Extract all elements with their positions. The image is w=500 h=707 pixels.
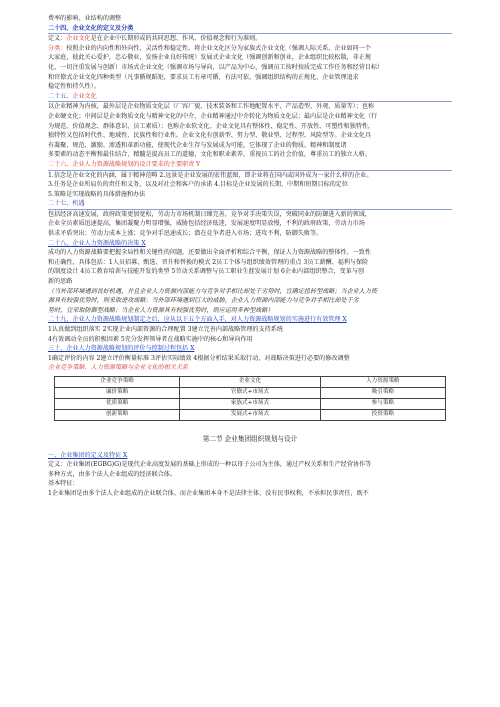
- table-cell: 官僚式+市场式: [180, 387, 320, 398]
- italic-note-line: 源具有较强优势时，则采取进攻战略；当外部环境遇到巨大的威胁，企业人力资源内部能力与竞争对手相比却处于劣: [48, 297, 359, 305]
- classification-label: 分类：: [48, 44, 67, 52]
- body-line: 的制度设计 4员工教育培训与技能开发的类型 5劳动关系调整与员工职业生涯发展计划 6企业内部组织整合，变革与创: [48, 268, 365, 276]
- table-cell: 投资策略: [320, 409, 445, 420]
- classification-line: 和官僚式企业文化四种类型（凡事循规蹈矩，要求员工有章可循，有法可依，强调组织结构的正规化，企业管理追求: [48, 73, 359, 81]
- body-line: 1确定评价的内容 2建立评价衡量标准 3评估实际绩效 4根据分析结果采取行动，对战略决策进行必要的修改调整: [48, 354, 350, 362]
- table-row: [55, 398, 446, 409]
- table-row: [55, 387, 446, 398]
- body-line: 1.信念是企业文化的内涵，属于精神范畴 2.远景是企业发展的宏伟蓝图，即企业将在国内或国外成为一家什么样的企业。: [48, 171, 373, 179]
- section-heading-25-term: 企业文化: [72, 92, 97, 100]
- definition-label: 定义：: [48, 35, 67, 43]
- body-line: 和正确性，具体包括：1人员招募、甄选、晋升和替换的模式 2员工个体与组织绩效管理的重点 3员工薪酬、福利与保险: [48, 258, 369, 266]
- section-heading-27: 二十七、机遇: [48, 200, 85, 208]
- document-page: [48, 14, 452, 499]
- italic-note-line: 势时，宜采取防御型战略；当企业人力资源具有较强优势时，则应运用多种型战略）: [48, 306, 274, 314]
- body-line: 成功的人力资源战略要把握全局性和关键性的问题，还要做出全面评析和综合平衡，保证人力资源战略的整体性、一致性: [48, 249, 371, 257]
- body-line: 1认真做到组织落实 2实现企业内部资源的合理配置 3建立完善内部战略管理的支持系统: [48, 326, 283, 333]
- section-heading-25: [48, 92, 452, 102]
- body-line: 多要素的动态平衡和最佳结合，精髓是提高员工的道德，文化和职业素养，重视员工的社会价值，尊重员工的独立人格。: [48, 151, 371, 159]
- spacer: [48, 425, 452, 435]
- strategy-culture-table: [54, 376, 446, 421]
- section-heading-25-prefix: 二十五、: [48, 92, 73, 100]
- table-cell: 家族式+市场式: [180, 398, 320, 409]
- body-line: 包括经济高速发展，政府政策更加宽松，劳动力市场机制日臻完善，竞争对手决策失误，突破同业的防御进入新的领域，: [48, 210, 371, 218]
- definition-paragraph: [48, 34, 452, 44]
- section-heading-24: 二十四、企业文化的定义及分类: [48, 24, 134, 32]
- body-line: 新的思路: [48, 278, 73, 286]
- body-line: 供求矛盾突出；劳动力成本上涨；竞争对手迅速成长；潜在竞争者进入市场；进攻不利，防御失败等。: [48, 230, 323, 238]
- section-heading-28: 二十八、企业人力资源战略的决策 X: [48, 239, 146, 247]
- table-header-cell: 人力资源策略: [320, 376, 445, 387]
- body-line: 多种方式，由多个法人企业组成的经济联合体。: [48, 470, 176, 478]
- body-line: 5.策略是实现战略的具体措施和办法: [48, 190, 146, 198]
- body-line: 为规范、价值观念、群体意识、员工素质）；也称企业软文化。企业文化具有整体性、稳定性、开放性、可塑性和独特性，: [48, 122, 375, 130]
- body-line: 4有效调动全员的积极因素 5充分发挥领导者在战略实施中的核心和导向作用: [48, 335, 253, 343]
- section-heading-30: 三十、企业人力资源战略规划的评价与控制过程包括 X: [48, 345, 195, 353]
- body-line: 企业硬文化；中间层是企业物质文化与精神文化的中介，企业精神通过中介转化为物质文化层；最内层是企业精神文化（行: [48, 112, 378, 120]
- table-cell: 发展式+市场式: [180, 409, 320, 420]
- body-line: 定义：企业集团(EGBG)G)是现代企业高度发展的基础上形成的一种以母子公司为主体，通过产权关系和生产经营协作等: [48, 461, 372, 469]
- section-heading-26: 二十六、企业人力资源战略规划的设计要求的主要职责 Y: [48, 160, 201, 168]
- table-cell: 廉价策略: [55, 387, 180, 398]
- table-cell: 参与策略: [320, 398, 445, 409]
- body-line: 有凝聚、规范、激励、渗透和革新功能，使现代企业生存与发展成为可能，它体现了企业的物质、精神和制度诸: [48, 141, 347, 149]
- table-cell: 创新策略: [55, 409, 180, 420]
- basic-features-label: 基本特征：: [48, 480, 79, 488]
- classification-line: 按照企业的内向性和外向性、灵活性和稳定性，将企业文化区分为家族式企业文化（强调人际关系，企业如同一个: [66, 44, 371, 52]
- body-line: 3.任务是企业所肩负的责任和义务，以及对社会和客户的承诺 4.目标是企业发展的长期、中期和短期目标的定位: [48, 181, 348, 189]
- table-cell: 优质策略: [55, 398, 180, 409]
- body-line: 以企业精神为内核，最外层是企业物质文化层（厂容厂貌、技术装备和工作地配置水平、产品造型、外观、质量等）；也称: [48, 103, 375, 111]
- section-title: 第二节 企业集团组织规划与设计: [202, 434, 298, 443]
- table-caption: 企业竞争策略、人力资源策略与企业文化的相关关系: [48, 364, 189, 372]
- table-header-cell: 企业竞争策略: [55, 376, 180, 387]
- table-header-row: [55, 376, 446, 387]
- definition-term: 企业文化: [66, 35, 91, 43]
- definition-text: 是在企业中长期形成的共同思想、作风、价值观念和行为准则。: [90, 35, 262, 43]
- body-line: 独特性又包括时代性、地域性、民族性和行业性。企业文化有创新型、努力型、敬业型、过程型、风险型等。企业文化具: [48, 132, 371, 140]
- body-line: 企业全员素质迅速提高，集团凝聚力明显增强，威胁包括经济低迷，发展速度明显放慢，不利的政府政策，劳动力市场: [48, 220, 365, 228]
- table-row: [55, 409, 446, 420]
- section-heading-29: 二十九、企业人力资源战略规划制定之后，应从以下五个方面入手，对人力资源战略规划的实施进行有效管理 X: [48, 316, 347, 324]
- classification-paragraph: [48, 44, 452, 54]
- classification-line: 稳定性和持久性）。: [48, 83, 100, 91]
- classification-line: 化，一切注重发展与创新）市场式企业文化（强调市场与导向，以产品为中心，强调员工按时按质完成工作任务和经营目标）: [48, 63, 384, 71]
- table-cell: 吸引策略: [320, 387, 445, 398]
- sub-heading: 一、企业集团的定义及特征 X: [48, 451, 128, 459]
- body-line: 1企业集团是由多个法人企业组成的企业联合体。而企业集团本身不是法律主体，没有民事权利，不承担民事责任，既不: [48, 489, 369, 497]
- top-line: 费率的影响、业结构的调整: [48, 15, 122, 22]
- classification-line: 大家庭，彼此关心爱护，忠心敬业，发扬企业良好传统）发展式企业文化（强调创新和创业，企业组织比较松散，非正规: [48, 54, 371, 62]
- table-header-cell: 企业文化: [180, 376, 320, 387]
- italic-note-line: （当外部环境遇到良好机遇，并且企业人力资源内部能力与竞争对手相比却处于劣势时，宜确定扭转型战略；当企业人力资: [48, 287, 378, 295]
